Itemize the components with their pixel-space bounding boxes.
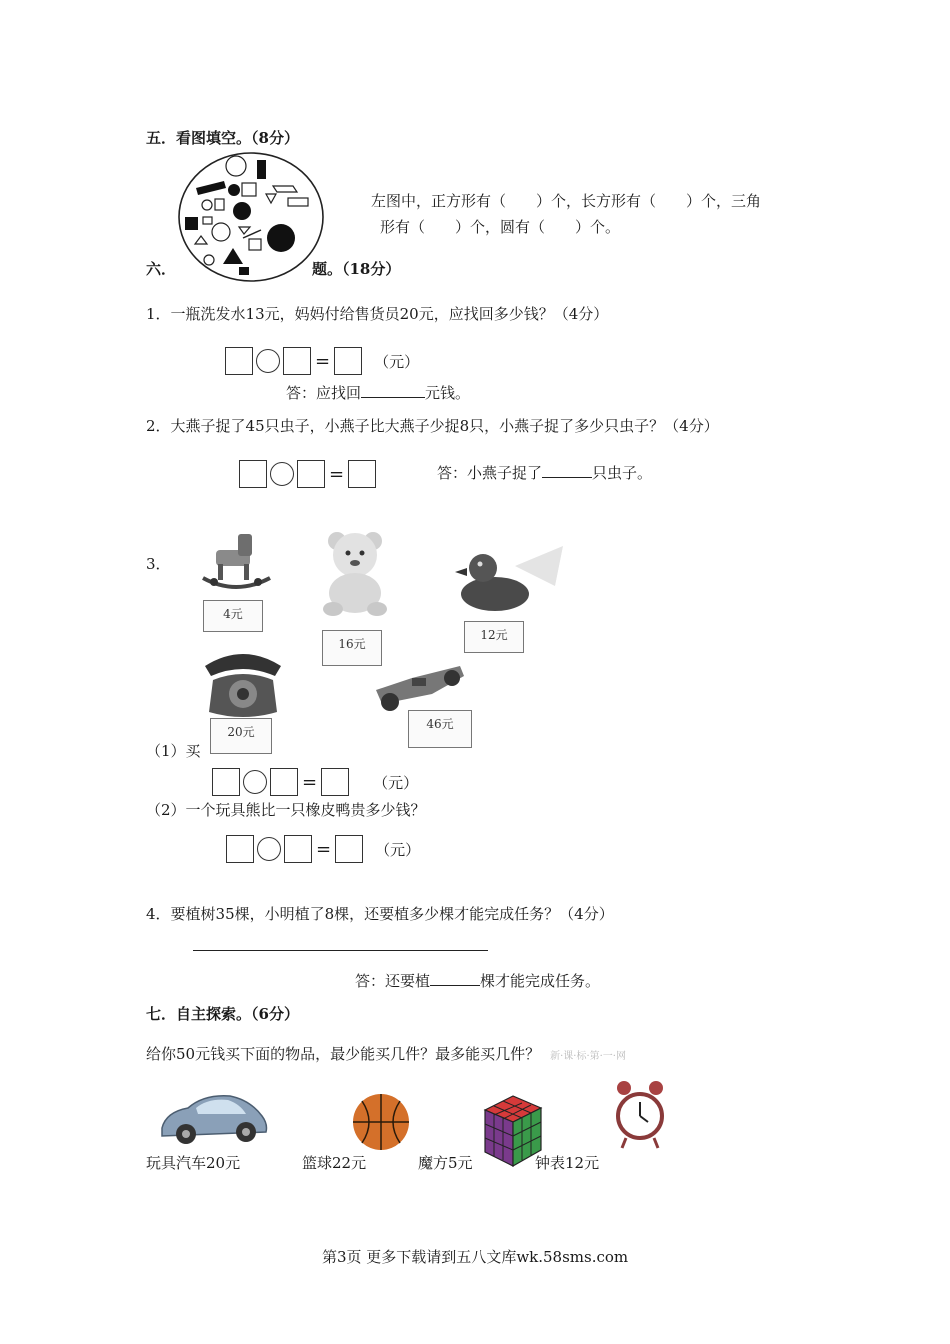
price-tag-duck: 12元	[464, 621, 524, 653]
q1-unit: （元）	[374, 352, 420, 371]
q2-box-1[interactable]	[239, 460, 267, 488]
toy-car-icon	[158, 1088, 270, 1148]
q1-operator-circle[interactable]	[256, 349, 280, 373]
q3-sub2-operator-circle[interactable]	[257, 837, 281, 861]
section6-heading-right: 题。（18分）	[312, 260, 401, 278]
section7-question	[146, 1043, 626, 1064]
q3-sub1-equation	[212, 768, 418, 796]
q4-answer	[355, 969, 600, 991]
q3-sub2-unit: （元）	[375, 840, 421, 859]
equals-sign: =	[316, 838, 332, 860]
watermark: 新·课·标·第·一·网	[550, 1051, 626, 1062]
q2-operator-circle[interactable]	[270, 462, 294, 486]
page-footer: 第3页 更多下载请到五八文库wk.58sms.com	[322, 1248, 629, 1266]
race-car-icon	[372, 660, 467, 715]
q2-answer	[437, 461, 652, 483]
shapes-circle-figure	[176, 150, 326, 285]
q3-sub1-box-3[interactable]	[321, 768, 349, 796]
q3-sub1-box-1[interactable]	[212, 768, 240, 796]
basketball-icon	[352, 1093, 410, 1151]
item-label-car: 玩具汽车20元	[146, 1154, 241, 1172]
q4-answer-suffix: 棵才能完成任务。	[480, 972, 601, 990]
q1-equation	[225, 347, 419, 375]
q2-answer-suffix: 只虫子。	[592, 464, 653, 482]
q1-box-1[interactable]	[225, 347, 253, 375]
q3-sub1-unit: （元）	[373, 773, 419, 792]
q3-sub2-equation	[226, 835, 420, 863]
q3-sub1-box-2[interactable]	[270, 768, 298, 796]
price-tag-phone: 20元	[210, 718, 272, 754]
q1-answer-suffix: 元钱。	[425, 384, 471, 402]
q1-answer-prefix: 答：应找回	[286, 384, 362, 402]
q2-answer-prefix: 答：小燕子捉了	[437, 464, 543, 482]
price-tag-car: 46元	[408, 710, 472, 748]
q2-text: 2．大燕子捉了45只虫子，小燕子比大燕子少捉8只，小燕子捉了多少只虫子？（4分）	[146, 417, 719, 435]
q2-box-2[interactable]	[297, 460, 325, 488]
item-label-clock: 钟表12元	[535, 1154, 600, 1172]
q1-box-2[interactable]	[283, 347, 311, 375]
equals-sign: =	[315, 350, 331, 372]
q3-sub2-box-2[interactable]	[284, 835, 312, 863]
section5-heading: 五．看图填空。（8分）	[146, 129, 299, 147]
equals-sign: =	[302, 771, 318, 793]
section6-heading-left: 六．	[146, 260, 177, 278]
q2-equation	[239, 460, 376, 488]
section7-heading: 七．自主探索。（6分）	[146, 1005, 299, 1023]
q3-sub2-box-1[interactable]	[226, 835, 254, 863]
q1-box-3[interactable]	[334, 347, 362, 375]
q4-work-line[interactable]	[193, 950, 488, 951]
item-label-cube: 魔方5元	[418, 1154, 473, 1172]
section7-question-text: 给你50元钱买下面的物品，最少能买几件？最多能买几件？	[146, 1045, 541, 1063]
q1-answer	[286, 381, 470, 403]
rubiks-cube-icon	[483, 1094, 543, 1168]
rocking-horse-icon	[198, 530, 273, 595]
alarm-clock-icon	[614, 1078, 666, 1152]
q4-text: 4．要植树35棵，小明植了8棵，还要植多少棵才能完成任务？（4分）	[146, 905, 614, 923]
teddy-bear-icon	[315, 527, 395, 617]
q2-answer-blank[interactable]	[542, 461, 592, 478]
q3-sub2-box-3[interactable]	[335, 835, 363, 863]
section5-line1: 左图中，正方形有（ ）个，长方形有（ ）个，三角	[371, 192, 762, 210]
q1-answer-blank[interactable]	[361, 381, 425, 398]
q4-answer-prefix: 答：还要植	[355, 972, 431, 990]
price-tag-bear: 16元	[322, 630, 382, 666]
price-tag-horse: 4元	[203, 600, 263, 632]
q4-answer-blank[interactable]	[430, 969, 480, 986]
q3-number: 3．	[146, 555, 171, 573]
q1-text: 1．一瓶洗发水13元，妈妈付给售货员20元，应找回多少钱？（4分）	[146, 305, 609, 323]
q3-sub2-text: （2）一个玩具熊比一只橡皮鸭贵多少钱？	[146, 801, 426, 819]
rubber-duck-icon	[455, 546, 565, 616]
q3-sub1-text: （1）买	[146, 742, 201, 760]
item-label-basketball: 篮球22元	[302, 1154, 367, 1172]
equals-sign: =	[329, 463, 345, 485]
section5-line2: 形有（ ）个，圆有（ ）个。	[380, 218, 621, 236]
telephone-icon	[203, 646, 283, 721]
q2-box-3[interactable]	[348, 460, 376, 488]
q3-sub1-operator-circle[interactable]	[243, 770, 267, 794]
